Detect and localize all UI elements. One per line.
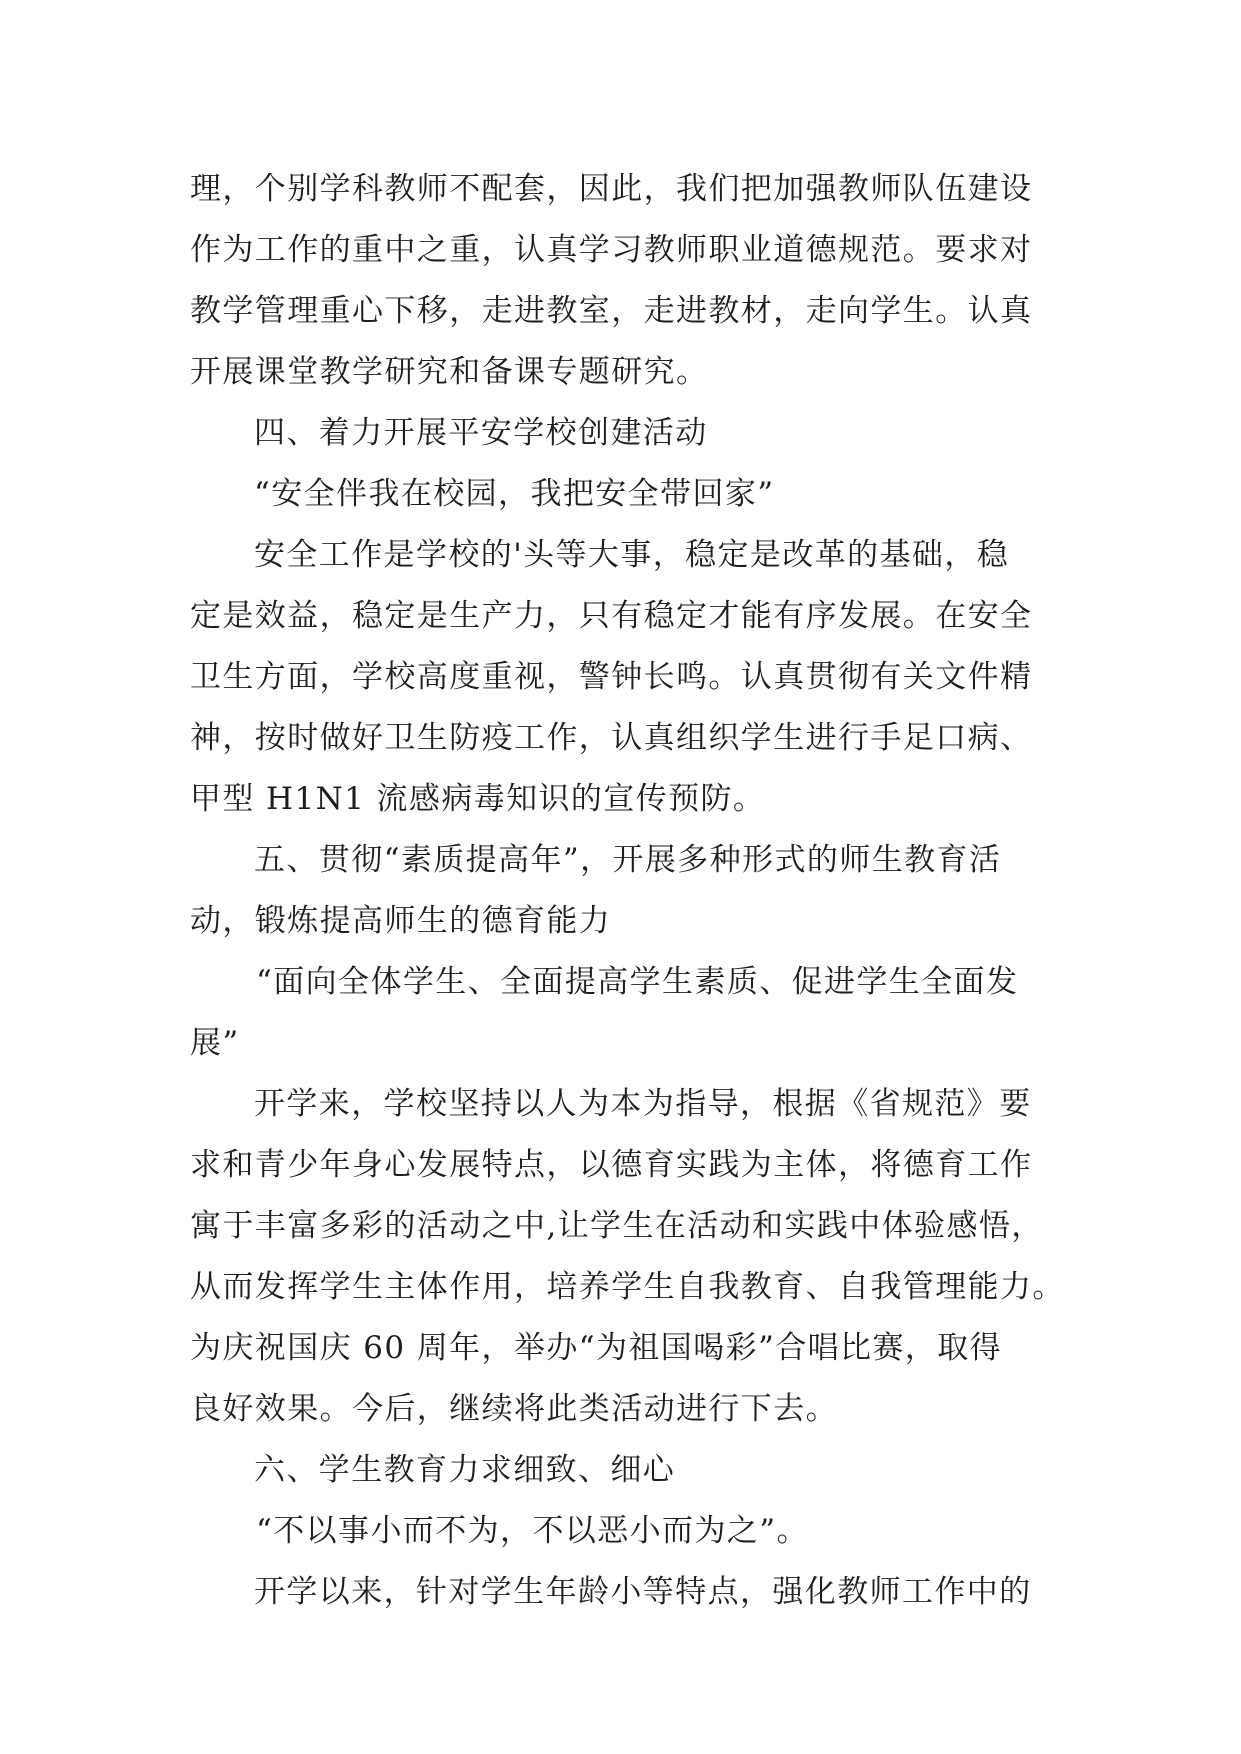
section-heading: 五、贯彻“素质提高年”，开展多种形式的师生教育活 bbox=[254, 842, 1002, 878]
section-motto: “安全伴我在校园，我把安全带回家” bbox=[254, 476, 775, 512]
text-line: 良好效果。今后，继续将此类活动进行下去。 bbox=[190, 1391, 838, 1427]
body-text bbox=[190, 159, 1070, 1623]
text-line: 寓于丰富多彩的活动之中,让学生在活动和实践中体验感悟， bbox=[190, 1208, 1044, 1244]
section-motto: “不以事小而不为，不以恶小而为之”。 bbox=[256, 1513, 809, 1549]
section-heading-continued: 动，锻炼提高师生的德育能力 bbox=[190, 903, 612, 939]
section-heading: 六、学生教育力求细致、细心 bbox=[254, 1452, 676, 1488]
text-line: 理，个别学科教师不配套，因此，我们把加强教师队伍建设 bbox=[190, 171, 1033, 207]
text-line: 求和青少年身心发展特点，以德育实践为主体，将德育工作 bbox=[190, 1147, 1033, 1183]
text-line: 开学以来，针对学生年龄小等特点，强化教师工作中的 bbox=[254, 1574, 1032, 1610]
text-line: 甲型 H1N1 流感病毒知识的宣传预防。 bbox=[190, 781, 766, 817]
text-line: 教学管理重心下移，走进教室，走进教材，走向学生。认真 bbox=[190, 293, 1033, 329]
text-line: 定是效益，稳定是生产力，只有稳定才能有序发展。在安全 bbox=[190, 598, 1033, 634]
section-motto: “面向全体学生、全面提高学生素质、促进学生全面发 bbox=[256, 964, 1019, 1000]
text-line: 作为工作的重中之重，认真学习教师职业道德规范。要求对 bbox=[190, 232, 1033, 268]
section-heading: 四、着力开展平安学校创建活动 bbox=[254, 415, 708, 451]
section-motto-continued: 展” bbox=[190, 1025, 240, 1061]
text-line: 神，按时做好卫生防疫工作，认真组织学生进行手足口病、 bbox=[190, 720, 1033, 756]
text-line: 从而发挥学生主体作用，培养学生自我教育、自我管理能力。 bbox=[190, 1269, 1065, 1305]
text-line: 安全工作是学校的'头等大事，稳定是改革的基础，稳 bbox=[254, 537, 1010, 573]
text-line: 卫生方面，学校高度重视，警钟长鸣。认真贯彻有关文件精 bbox=[190, 659, 1033, 695]
text-line: 开展课堂教学研究和备课专题研究。 bbox=[190, 354, 709, 390]
text-line: 为庆祝国庆 60 周年，举办“为祖国喝彩”合唱比赛，取得 bbox=[190, 1330, 1003, 1366]
text-line: 开学来，学校坚持以人为本为指导，根据《省规范》要 bbox=[254, 1086, 1032, 1122]
